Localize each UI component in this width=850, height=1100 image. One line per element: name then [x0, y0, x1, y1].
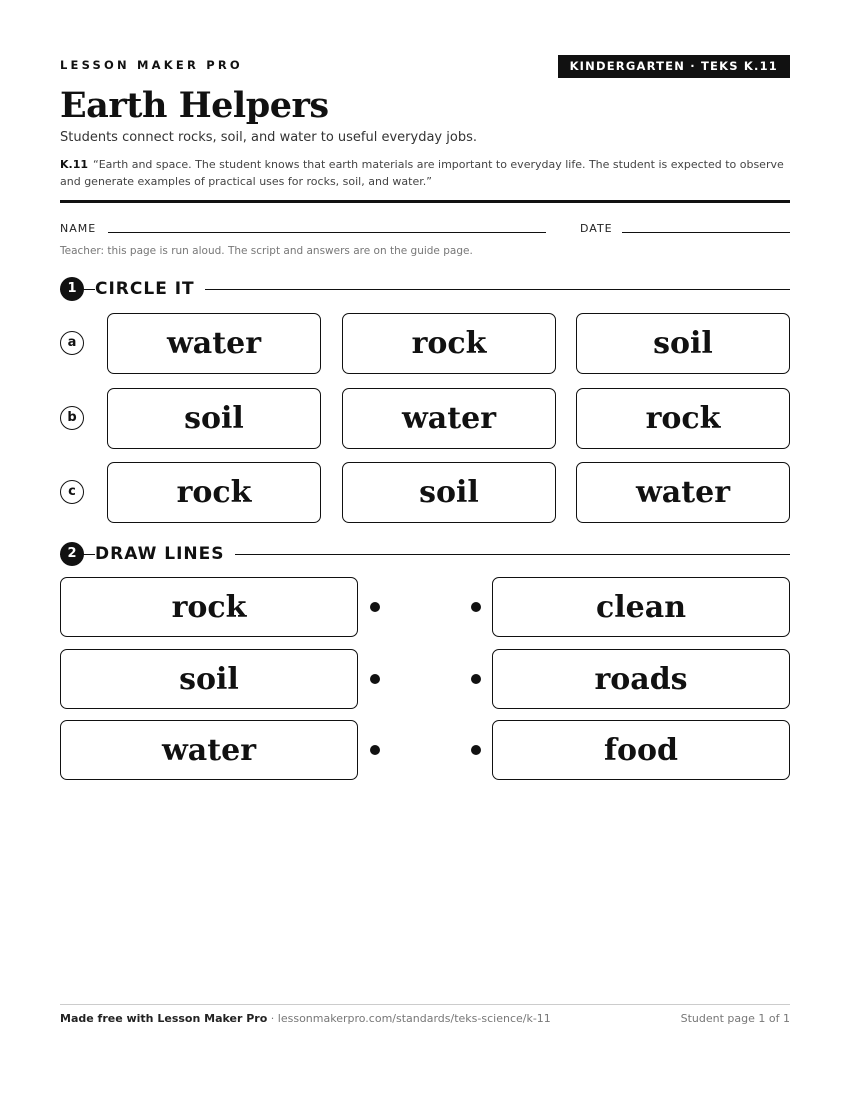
- match-right-2[interactable]: roads: [492, 649, 790, 709]
- match-left-dot-2[interactable]: [370, 674, 380, 684]
- circle-word-a2[interactable]: rock: [342, 313, 556, 374]
- match-right-1[interactable]: clean: [492, 577, 790, 637]
- name-field-line[interactable]: [108, 232, 546, 233]
- match-left-dot-3[interactable]: [370, 745, 380, 755]
- page-subtitle: Students connect rocks, soil, and water to useful everyday jobs.: [60, 130, 477, 145]
- match-left-1[interactable]: rock: [60, 577, 358, 637]
- circle-word-b1[interactable]: soil: [107, 388, 321, 449]
- footer-page-label: Student page 1 of 1: [680, 1012, 790, 1025]
- brand-name: LESSON MAKER PRO: [60, 58, 243, 72]
- teacher-note: Teacher: this page is run aloud. The script and answers are on the guide page.: [60, 245, 473, 257]
- name-label: NAME: [60, 222, 97, 235]
- worksheet-page: [60, 0, 790, 1100]
- match-right-dot-1[interactable]: [471, 602, 481, 612]
- section-number: 2: [60, 542, 84, 566]
- circle-word-c3[interactable]: water: [576, 462, 790, 523]
- circle-word-c2[interactable]: soil: [342, 462, 556, 523]
- section-circle-it-header: [60, 277, 790, 301]
- match-left-2[interactable]: soil: [60, 649, 358, 709]
- footer-separator: ·: [270, 1012, 275, 1025]
- circle-word-a3[interactable]: soil: [576, 313, 790, 374]
- footer-url[interactable]: lessonmakerpro.com/standards/teks-science/k-11: [277, 1012, 551, 1025]
- section-number: 1: [60, 277, 84, 301]
- date-field-line[interactable]: [622, 232, 790, 233]
- row-letter-a: a: [60, 331, 84, 355]
- footer-credit: [60, 1012, 551, 1025]
- match-right-3[interactable]: food: [492, 720, 790, 780]
- student-fields: [60, 222, 790, 242]
- row-letter-c: c: [60, 480, 84, 504]
- match-left-dot-1[interactable]: [370, 602, 380, 612]
- section-title: DRAW LINES: [95, 543, 235, 565]
- match-left-3[interactable]: water: [60, 720, 358, 780]
- section-title: CIRCLE IT: [95, 278, 205, 300]
- header-divider: [60, 200, 790, 203]
- match-right-dot-3[interactable]: [471, 745, 481, 755]
- circle-word-a1[interactable]: water: [107, 313, 321, 374]
- grade-badge: KINDERGARTEN · TEKS K.11: [558, 55, 790, 78]
- row-letter-b: b: [60, 406, 84, 430]
- section-draw-lines-header: [60, 542, 790, 566]
- footer-divider: [60, 1004, 790, 1005]
- standard-text: “Earth and space. The student knows that earth materials are important to everyday life. The student is expected to observe and generate examples of practical uses for rocks, soil, and water.”: [60, 158, 784, 188]
- circle-word-b3[interactable]: rock: [576, 388, 790, 449]
- match-right-dot-2[interactable]: [471, 674, 481, 684]
- standard-statement: [60, 156, 790, 190]
- page-title: Earth Helpers: [60, 85, 329, 126]
- date-label: DATE: [580, 222, 613, 235]
- footer-made-with: Made free with Lesson Maker Pro: [60, 1012, 268, 1025]
- circle-word-c1[interactable]: rock: [107, 462, 321, 523]
- circle-word-b2[interactable]: water: [342, 388, 556, 449]
- standard-code: K.11: [60, 158, 89, 171]
